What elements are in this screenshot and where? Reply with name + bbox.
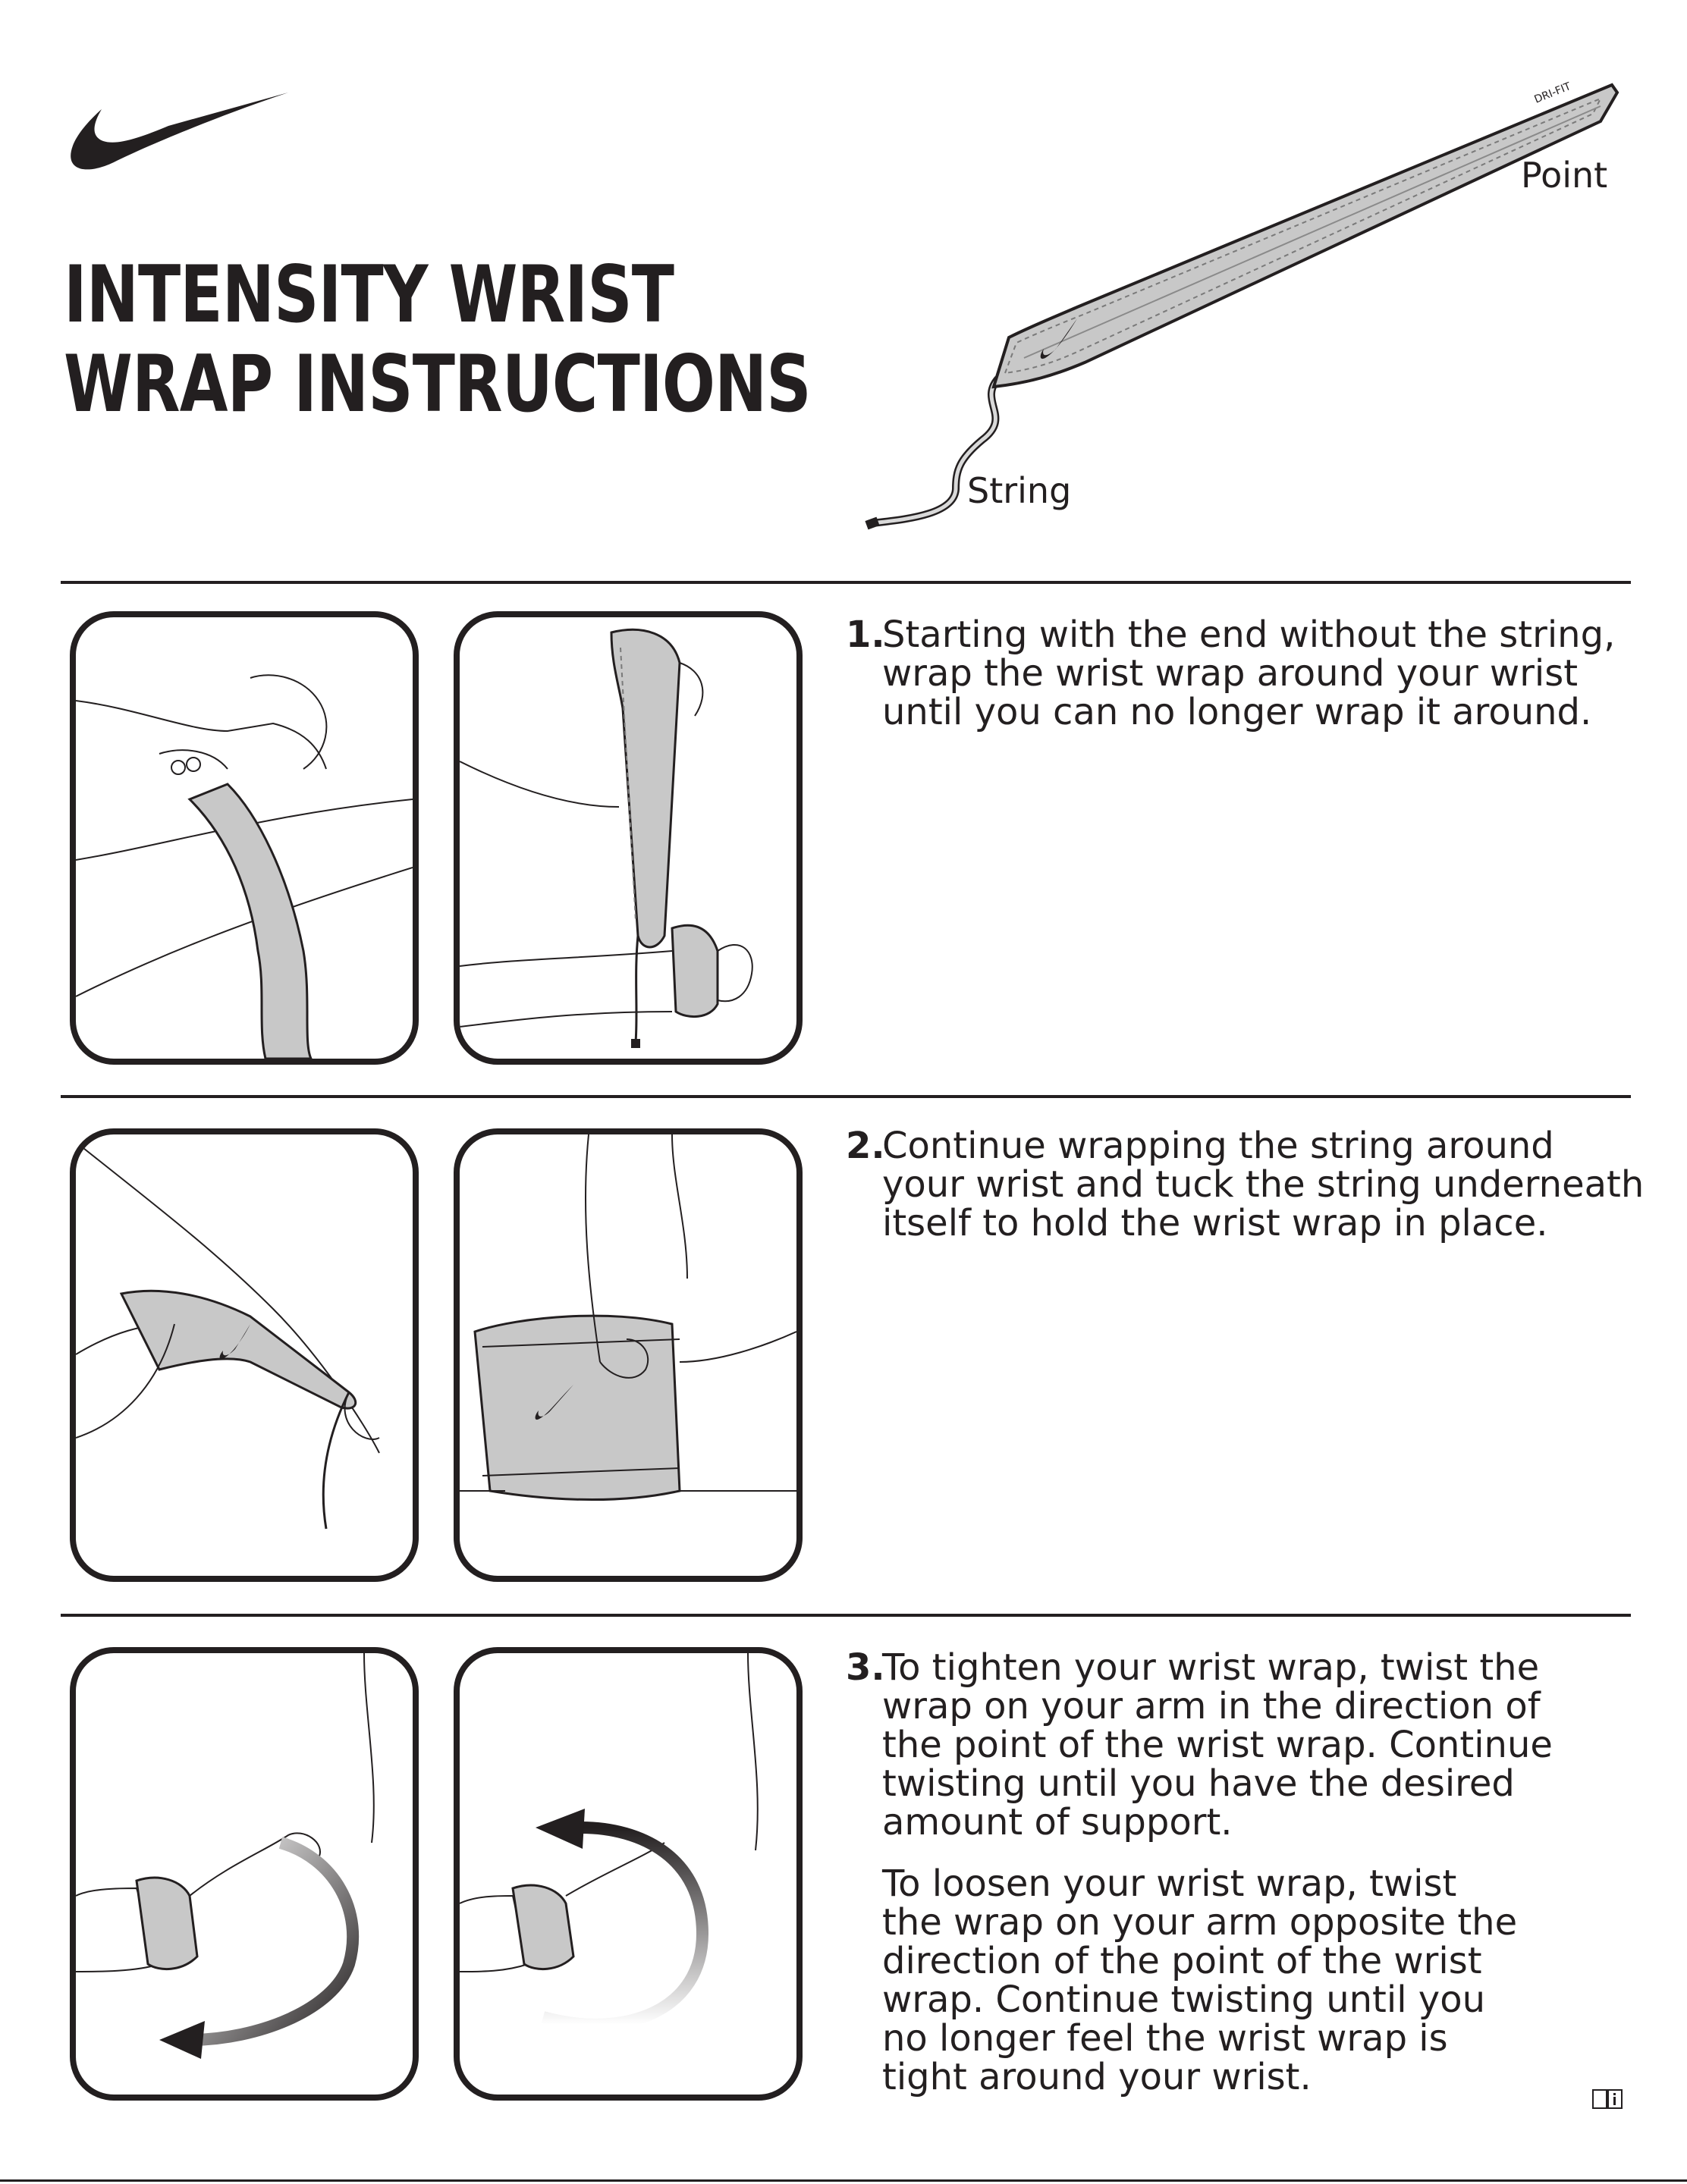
step-text: Continue wrapping the string around your wrist and tuck the string underneath itself to hold the wrist wrap in place. [882,1125,1645,1244]
page-bottom-edge [0,2179,1687,2182]
section-divider [61,1095,1631,1098]
step-number: 2. [846,1125,885,1167]
section-divider [61,1614,1631,1617]
step-text: Starting with the end without the string, wrap the wrist wrap around your wrist until you can no longer wrap it around. [882,613,1616,733]
section-divider [61,581,1631,584]
step-3-illustration-b [454,1647,803,2101]
step-2 [846,1127,1644,1243]
string-label: String [967,470,1072,511]
step-2-illustration-a [70,1128,419,1582]
point-label: Point [1521,155,1608,196]
title-line-2: WRAP INSTRUCTIONS [64,339,811,430]
page-title [64,250,811,429]
step-3-illustration-a [70,1647,419,2101]
read-manual-icon [1591,2087,1623,2110]
step-1-illustration-b [454,611,803,1065]
step-1-illustration-a [70,611,419,1065]
strap-print-text: DRI-FIT [1532,80,1573,106]
swoosh-logo-icon [70,89,290,174]
title-line-1: INTENSITY WRIST [64,249,674,340]
step-3 [846,1646,1553,2098]
step-number: 3. [846,1646,885,1689]
step-1 [846,613,1616,733]
step-text-loosen: To loosen your wrist wrap, twist the wrap on your arm opposite the direction of the point of the wrist wrap. Continue twisting until you no longer feel the wrist wrap is tight around your wrist. [882,1862,1518,2098]
step-number: 1. [846,613,885,656]
step-text: To tighten your wrist wrap, twist the wrap on your arm in the direction of the point of the wrist wrap. Continue twisting until you have the desired amount of support. [882,1646,1553,1844]
step-2-illustration-b [454,1128,803,1582]
